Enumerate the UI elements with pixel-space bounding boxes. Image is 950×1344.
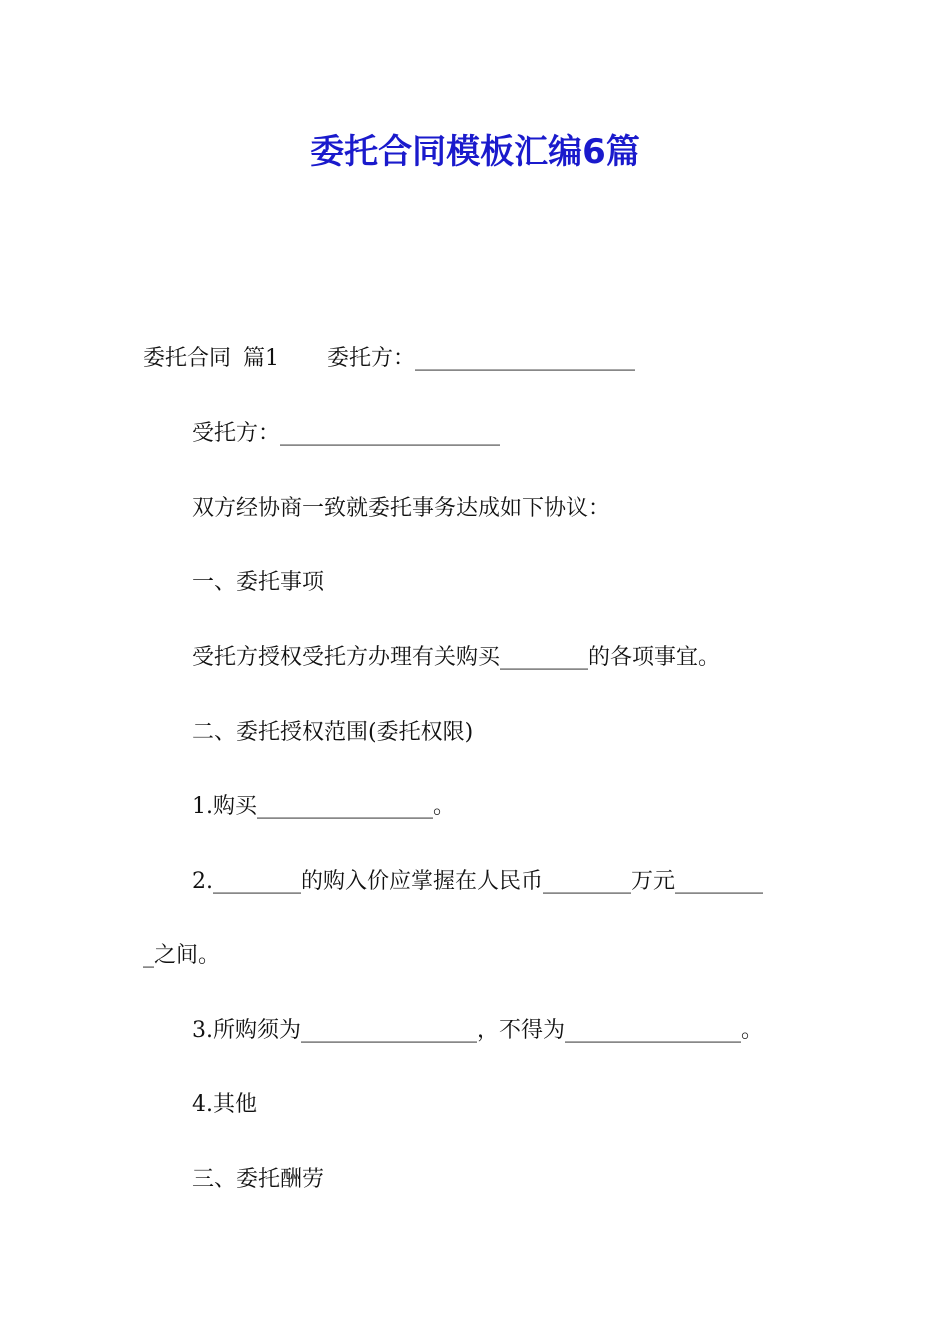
item4: 4.其他 <box>192 1092 257 1117</box>
agreement-intro: 双方经协商一致就委托事务达成如下协议： <box>192 496 611 521</box>
document-title: 委托合同模板汇编6篇 <box>310 132 640 172</box>
contract-heading: 委托合同 <box>143 346 232 371</box>
item2-line2: _之间。 <box>143 943 221 968</box>
item3: 3.所购须为________________，不得为________________。 <box>192 1018 763 1043</box>
section2-title: 二、委托授权范围(委托权限) <box>192 720 474 745</box>
item1: 1.购买________________。 <box>192 794 455 819</box>
contract-heading-line <box>143 344 635 374</box>
agent-line: 受托方：____________________ <box>192 421 501 446</box>
item2-line1: 2.________的购入价应掌握在人民币________万元________ <box>192 869 763 894</box>
section1-text: 受托方授权受托方办理有关购买________的各项事宜。 <box>192 645 721 670</box>
principal-line: 委托方：____________________ <box>327 346 636 371</box>
contract-number: 篇1 <box>243 346 280 371</box>
section1-title: 一、委托事项 <box>192 570 325 595</box>
section3-title: 三、委托酬劳 <box>192 1167 325 1192</box>
